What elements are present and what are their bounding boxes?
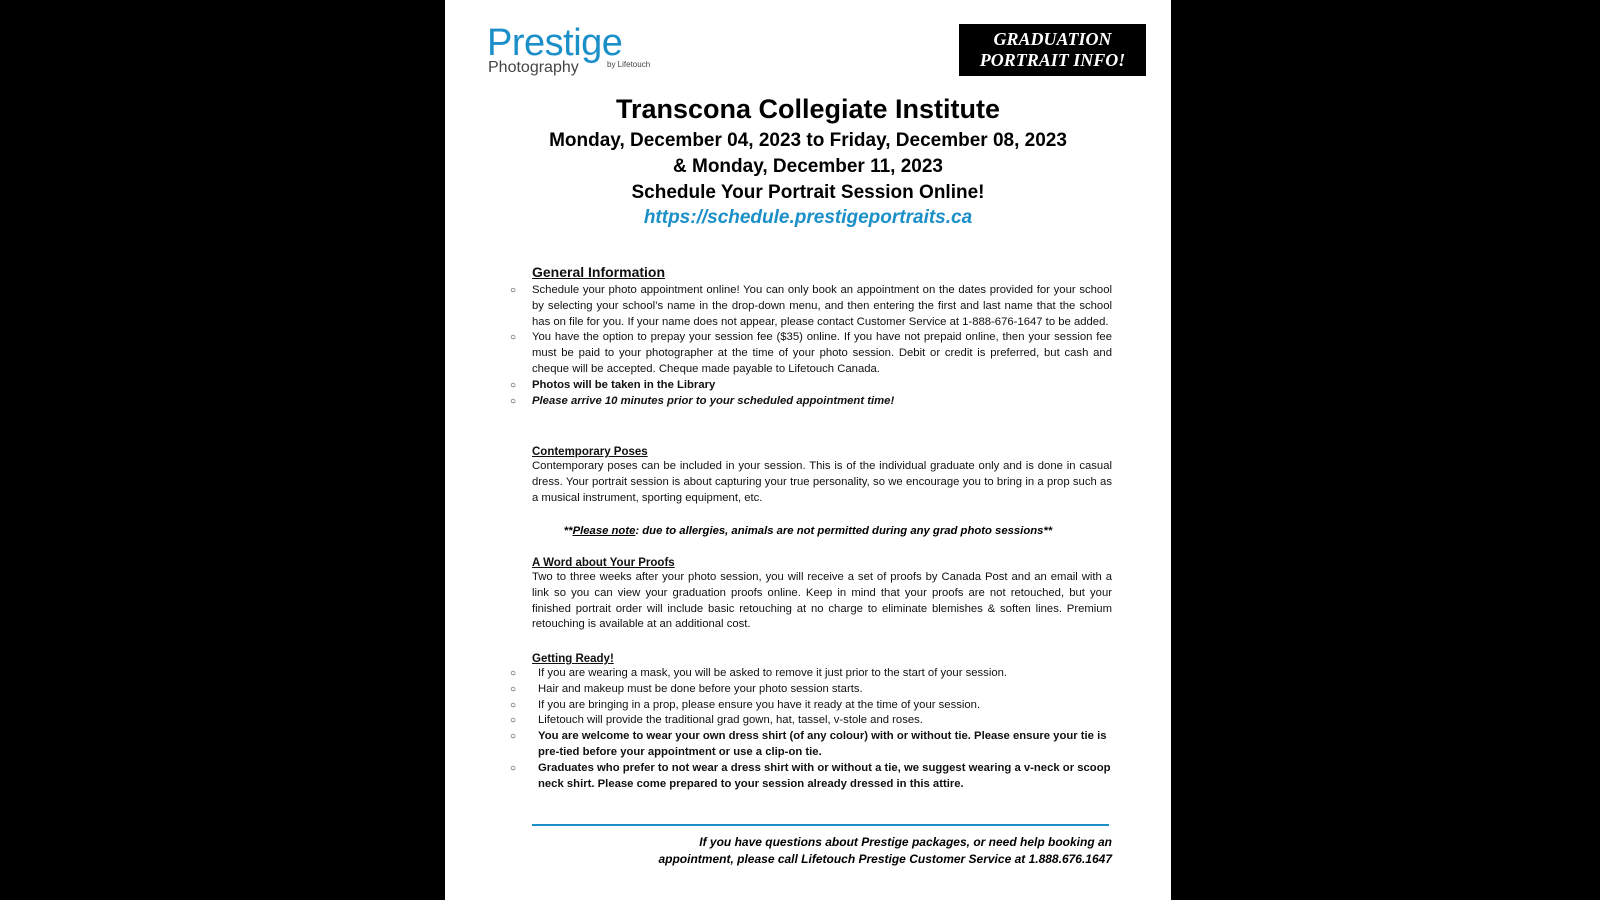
list-item-text: If you are wearing a mask, you will be asked to remove it just prior to the start of your session. <box>538 667 1008 679</box>
bullet-icon: ○ <box>510 285 517 296</box>
badge-line1: GRADUATION <box>993 29 1112 49</box>
contemporary-title: Contemporary Poses <box>532 446 648 458</box>
schedule-heading: Schedule Your Portrait Session Online! <box>631 182 985 203</box>
general-info-section <box>510 264 1112 409</box>
general-info-list <box>510 283 1112 409</box>
list-item <box>510 378 1112 394</box>
document-page <box>445 0 1171 900</box>
bullet-icon: ○ <box>510 668 517 679</box>
bullet-icon: ○ <box>510 731 517 743</box>
list-item-text: Graduates who prefer to not wear a dress shirt with or without a tie, we suggest wearing a v-neck or scoop neck shirt. Please come prepared to your session already dressed in this attire. <box>538 761 1111 790</box>
list-item-text: You are welcome to wear your own dress shirt (of any colour) with or without tie. Please ensure your tie is pre-tied before your appointment or use a clip-on tie. <box>538 730 1107 758</box>
list-item-text: You have the option to prepay your session fee ($35) online. If you have not prepaid online, then your session fee must be paid to your photographer at the time of your photo session. Debit or credit is preferred, but cash and cheque will be accepted. Cheque made payable to Lifetouch Canada. <box>532 331 1112 375</box>
getting-ready-section <box>510 653 1112 792</box>
note-prefix: ** <box>563 525 573 537</box>
footer-line2: appointment, please call Lifetouch Prestige Customer Service at 1.888.676.1647 <box>658 851 1112 866</box>
getting-ready-title: Getting Ready! <box>532 653 614 665</box>
bullet-icon: ○ <box>510 332 517 344</box>
footer-line1: If you have questions about Prestige packages, or need help booking an <box>699 835 1112 849</box>
bullet-icon: ○ <box>510 379 517 391</box>
getting-ready-list <box>510 666 1112 792</box>
footer-divider <box>532 824 1109 826</box>
contemporary-section <box>532 446 1112 506</box>
contemporary-text: Contemporary poses can be included in your session. This is of the individual graduate only and is done in casual dress. Your portrait session is about capturing your true personality, so we encourage you to bring in a prop such as a musical instrument, sporting equipment, etc. <box>532 460 1112 504</box>
proofs-title: A Word about Your Proofs <box>532 557 675 569</box>
school-title: Transcona Collegiate Institute <box>615 94 1001 124</box>
schedule-link[interactable]: https://schedule.prestigeportraits.ca <box>643 207 973 228</box>
list-item <box>510 394 1112 410</box>
note-label: Please note <box>572 525 636 537</box>
allergy-note <box>445 525 1171 537</box>
proofs-text: Two to three weeks after your photo session, you will receive a set of proofs by Canada Post and an email with a link so you can view your graduation proofs online. Keep in mind that your proofs are not retouched, but your finished portrait order will include basic retouching at no charge to eliminate blemishes & soften lines. Premium retouching is available at an additional cost. <box>532 571 1112 631</box>
list-item <box>510 330 1112 377</box>
bullet-icon: ○ <box>510 395 517 407</box>
list-item-text: Photos will be taken in the Library <box>532 378 716 391</box>
prestige-logo <box>487 22 657 78</box>
footer-contact <box>595 834 1112 867</box>
list-item <box>510 682 1112 698</box>
general-info-title: General Information <box>532 264 666 280</box>
note-text: : due to allergies, animals are not permitted during any grad photo sessions** <box>635 525 1053 537</box>
list-item <box>510 761 1112 793</box>
list-item <box>510 713 1112 729</box>
logo-by: by Lifetouch <box>607 60 651 69</box>
list-item <box>510 698 1112 714</box>
logo-brand: Prestige <box>487 22 623 64</box>
list-item-text: Hair and makeup must be done before your photo session starts. <box>538 682 863 695</box>
proofs-section <box>532 557 1112 633</box>
graduation-badge <box>959 24 1146 76</box>
list-item-text: If you are bringing in a prop, please ensure you have it ready at the time of your session. <box>538 698 981 711</box>
session-dates: Monday, December 04, 2023 to Friday, December 08, 2023 <box>549 130 1067 151</box>
bullet-icon: ○ <box>510 683 517 695</box>
list-item <box>510 666 1112 682</box>
list-item-text: Lifetouch will provide the traditional grad gown, hat, tassel, v-stole and roses. <box>538 714 923 727</box>
list-item <box>510 283 1112 330</box>
badge-line2: PORTRAIT INFO! <box>979 50 1126 70</box>
list-item <box>510 729 1112 761</box>
logo-sub: Photography <box>488 59 579 76</box>
list-item-text: Schedule your photo appointment online! You can only book an appointment on the dates provided for your school by selecting your school’s name in the drop-down menu, and then entering the first and last name that the school has on file for you. If your name does not appear, please contact Customer Service at 1-888-676-1647 to be added. <box>532 284 1112 328</box>
bullet-icon: ○ <box>510 715 517 727</box>
list-item-text: Please arrive 10 minutes prior to your scheduled appointment time! <box>532 394 895 407</box>
bullet-icon: ○ <box>510 699 517 711</box>
bullet-icon: ○ <box>510 762 517 774</box>
session-dates-extra: & Monday, December 11, 2023 <box>673 156 943 177</box>
